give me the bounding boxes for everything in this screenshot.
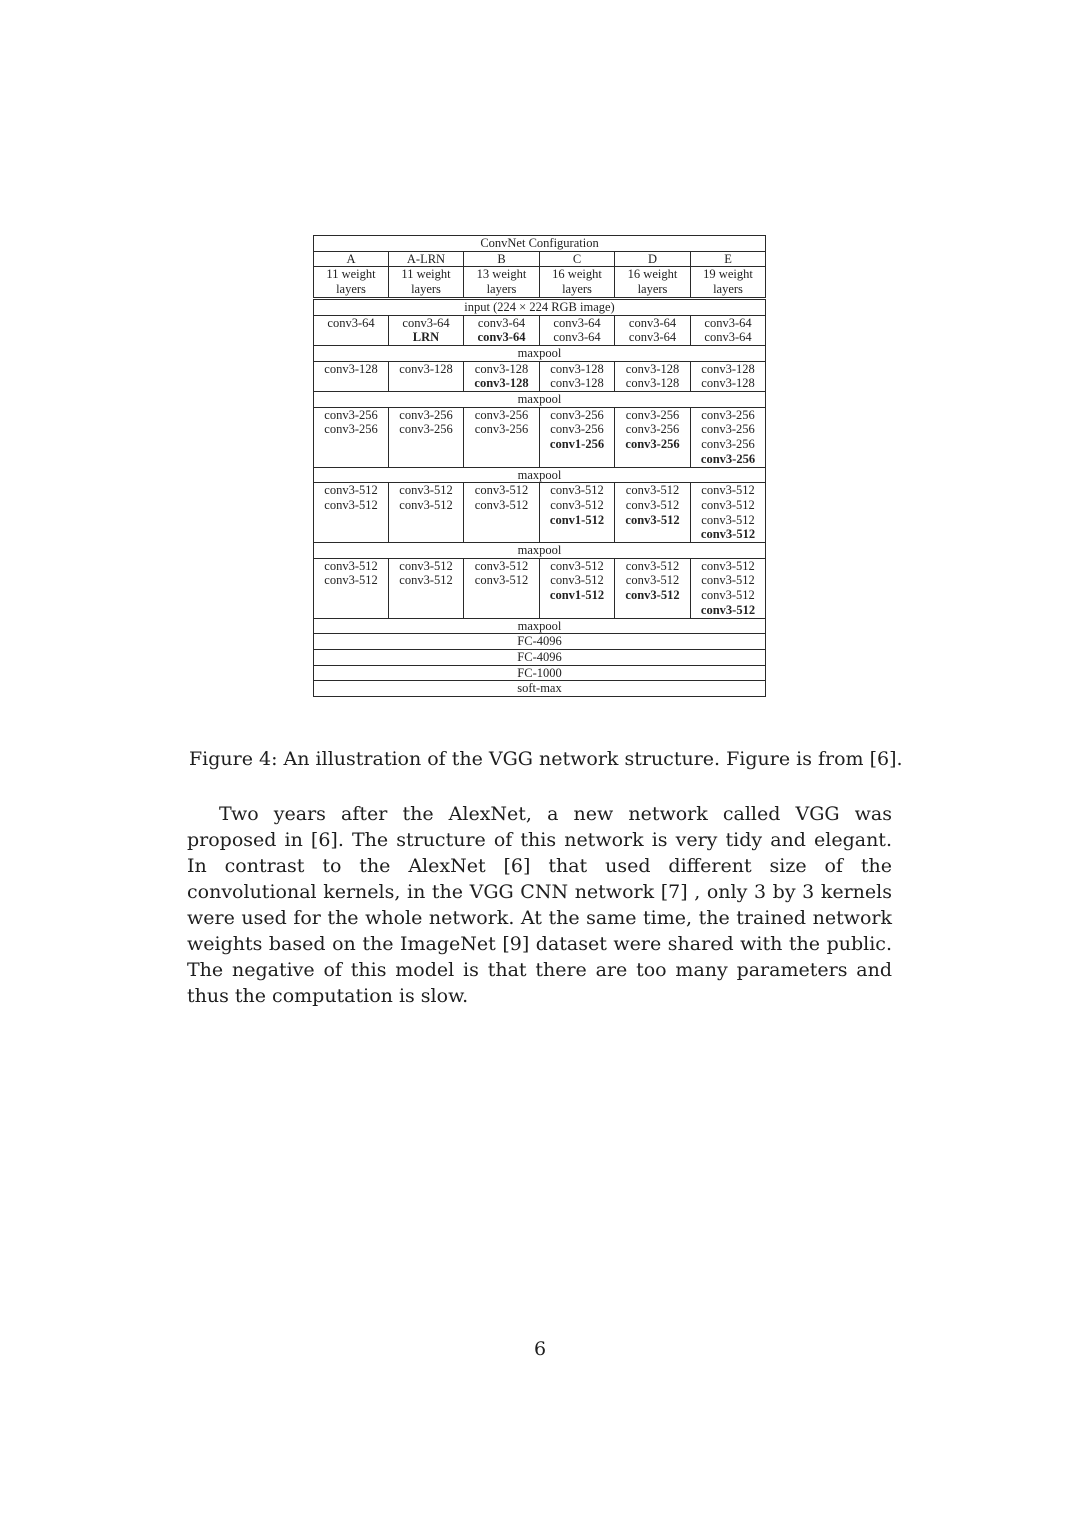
layer-cell [464,407,540,467]
layer-cell [615,315,691,345]
layer-label: conv3-512 [550,497,604,512]
layer-cell [314,315,389,345]
layer-label: conv3-64 [628,330,677,345]
layer-label: conv3-512 [474,483,529,498]
column-header: D [615,251,691,267]
layer-label: conv3-512 [625,588,680,603]
column-depth: 16 weight layers [540,267,615,298]
layer-label: conv3-64 [327,315,375,330]
layer-label: conv3-512 [550,573,604,588]
layer-label: conv3-512 [399,573,453,588]
page-number: 6 [533,1338,547,1360]
layer-label: conv3-512 [324,483,378,498]
layer-label: conv3-64 [477,330,526,345]
column-header: A [314,251,389,267]
layer-cell [540,558,615,618]
layer-label: conv3-512 [700,527,756,542]
layer-cell [464,315,540,345]
input-row: input (224 × 224 RGB image) [314,298,766,315]
layer-label: conv3-128 [474,361,529,376]
layer-label: conv3-128 [550,361,604,376]
layer-label: conv3-512 [701,497,755,512]
layer-cell [540,315,615,345]
layer-label: conv1-512 [549,512,605,527]
table-title: ConvNet Configuration [314,236,766,252]
layer-label: conv3-128 [399,361,453,376]
layer-label: conv3-512 [625,573,680,588]
layer-label: conv3-256 [700,451,756,466]
layer-label: conv3-512 [701,483,755,498]
layer-label: conv1-512 [549,588,605,603]
maxpool-row: maxpool [314,392,766,408]
column-depth: 16 weight layers [615,267,691,298]
maxpool-row: maxpool [314,543,766,559]
layer-label: conv3-256 [324,407,378,422]
layer-label: conv3-256 [474,422,529,437]
layer-label: conv3-256 [625,422,680,437]
layer-label: conv3-512 [625,512,680,527]
column-depth: 11 weight layers [389,267,464,298]
layer-label: conv3-256 [550,422,604,437]
layer-cell [464,558,540,618]
layer-label: conv3-256 [625,437,680,452]
layer-cell [691,407,766,467]
layer-label: conv3-512 [324,573,378,588]
column-header: E [691,251,766,267]
layer-label: conv3-512 [550,483,604,498]
final-layer-row: FC-1000 [314,665,766,681]
layer-label: conv3-512 [474,497,529,512]
layer-label: conv3-512 [550,558,604,573]
column-header: A-LRN [389,251,464,267]
layer-label: conv3-128 [324,361,378,376]
layer-label: conv1-256 [549,437,605,452]
layer-label: conv3-512 [700,602,756,617]
layer-cell [464,361,540,391]
layer-label: conv3-128 [625,361,680,376]
final-layer-row: FC-4096 [314,649,766,665]
figure-caption: Figure 4: An illustration of the VGG network structure. Figure is from [6]. [189,748,903,770]
layer-cell [314,361,389,391]
maxpool-row: maxpool [314,345,766,361]
layer-cell [540,407,615,467]
final-layer-row: maxpool [314,618,766,634]
layer-label: conv3-64 [704,330,752,345]
layer-label: conv3-512 [625,497,680,512]
layer-cell [389,407,464,467]
layer-cell [464,483,540,543]
layer-cell [389,483,464,543]
layer-label: conv3-512 [399,483,453,498]
layer-label: conv3-512 [324,497,378,512]
layer-cell [540,483,615,543]
layer-cell [691,483,766,543]
layer-label: conv3-512 [399,558,453,573]
layer-label: conv3-512 [701,512,755,527]
layer-cell [389,315,464,345]
layer-label: conv3-128 [625,376,680,391]
column-header: B [464,251,540,267]
layer-label: conv3-256 [701,422,755,437]
layer-label: conv3-256 [701,407,755,422]
maxpool-row: maxpool [314,467,766,483]
layer-label: conv3-512 [399,497,453,512]
layer-label: conv3-256 [701,437,755,452]
layer-label: conv3-512 [625,558,680,573]
layer-cell [691,361,766,391]
layer-cell [314,558,389,618]
layer-cell [389,558,464,618]
layer-cell [691,558,766,618]
layer-label: conv3-256 [399,422,453,437]
layer-label: conv3-512 [324,558,378,573]
layer-cell [314,407,389,467]
vgg-config-table [313,235,766,697]
layer-cell [615,361,691,391]
layer-label: conv3-256 [324,422,378,437]
layer-cell [314,483,389,543]
layer-label: conv3-128 [550,376,604,391]
layer-label: conv3-64 [553,315,601,330]
layer-cell [615,407,691,467]
layer-label: conv3-512 [701,588,755,603]
layer-cell [540,361,615,391]
column-depth: 13 weight layers [464,267,540,298]
layer-label: conv3-64 [628,315,677,330]
column-header: C [540,251,615,267]
layer-label: conv3-512 [474,558,529,573]
layer-label: conv3-64 [553,330,601,345]
layer-cell [615,558,691,618]
layer-label: conv3-128 [701,361,755,376]
layer-label: conv3-256 [550,407,604,422]
layer-cell [691,315,766,345]
final-layer-row: soft-max [314,681,766,697]
layer-label: conv3-512 [701,558,755,573]
layer-label: conv3-64 [402,315,450,330]
layer-cell [615,483,691,543]
layer-label: LRN [412,330,440,345]
layer-label: conv3-128 [474,376,529,391]
layer-label: conv3-512 [701,573,755,588]
column-depth: 19 weight layers [691,267,766,298]
layer-label: conv3-64 [477,315,526,330]
final-layer-row: FC-4096 [314,634,766,650]
layer-label: conv3-128 [701,376,755,391]
layer-label: conv3-512 [625,483,680,498]
layer-label: conv3-256 [399,407,453,422]
layer-label: conv3-256 [474,407,529,422]
layer-label: conv3-512 [474,573,529,588]
column-depth: 11 weight layers [314,267,389,298]
layer-cell [389,361,464,391]
layer-label: conv3-256 [625,407,680,422]
body-paragraph: Two years after the AlexNet, a new network called VGG was proposed in [6]. The structure of this network is very tidy and elegant. In contrast to the AlexNet [6] that used different size of the convolutional kernels, in the VGG CNN network [7] , only 3 by 3 kernels were used for the whole network. At the same time, the trained network weights based on the ImageNet [9] dataset were shared with the public. The negative of this model is that there are too many parameters and thus the computation is slow. [187,803,892,1007]
layer-label: conv3-64 [704,315,752,330]
